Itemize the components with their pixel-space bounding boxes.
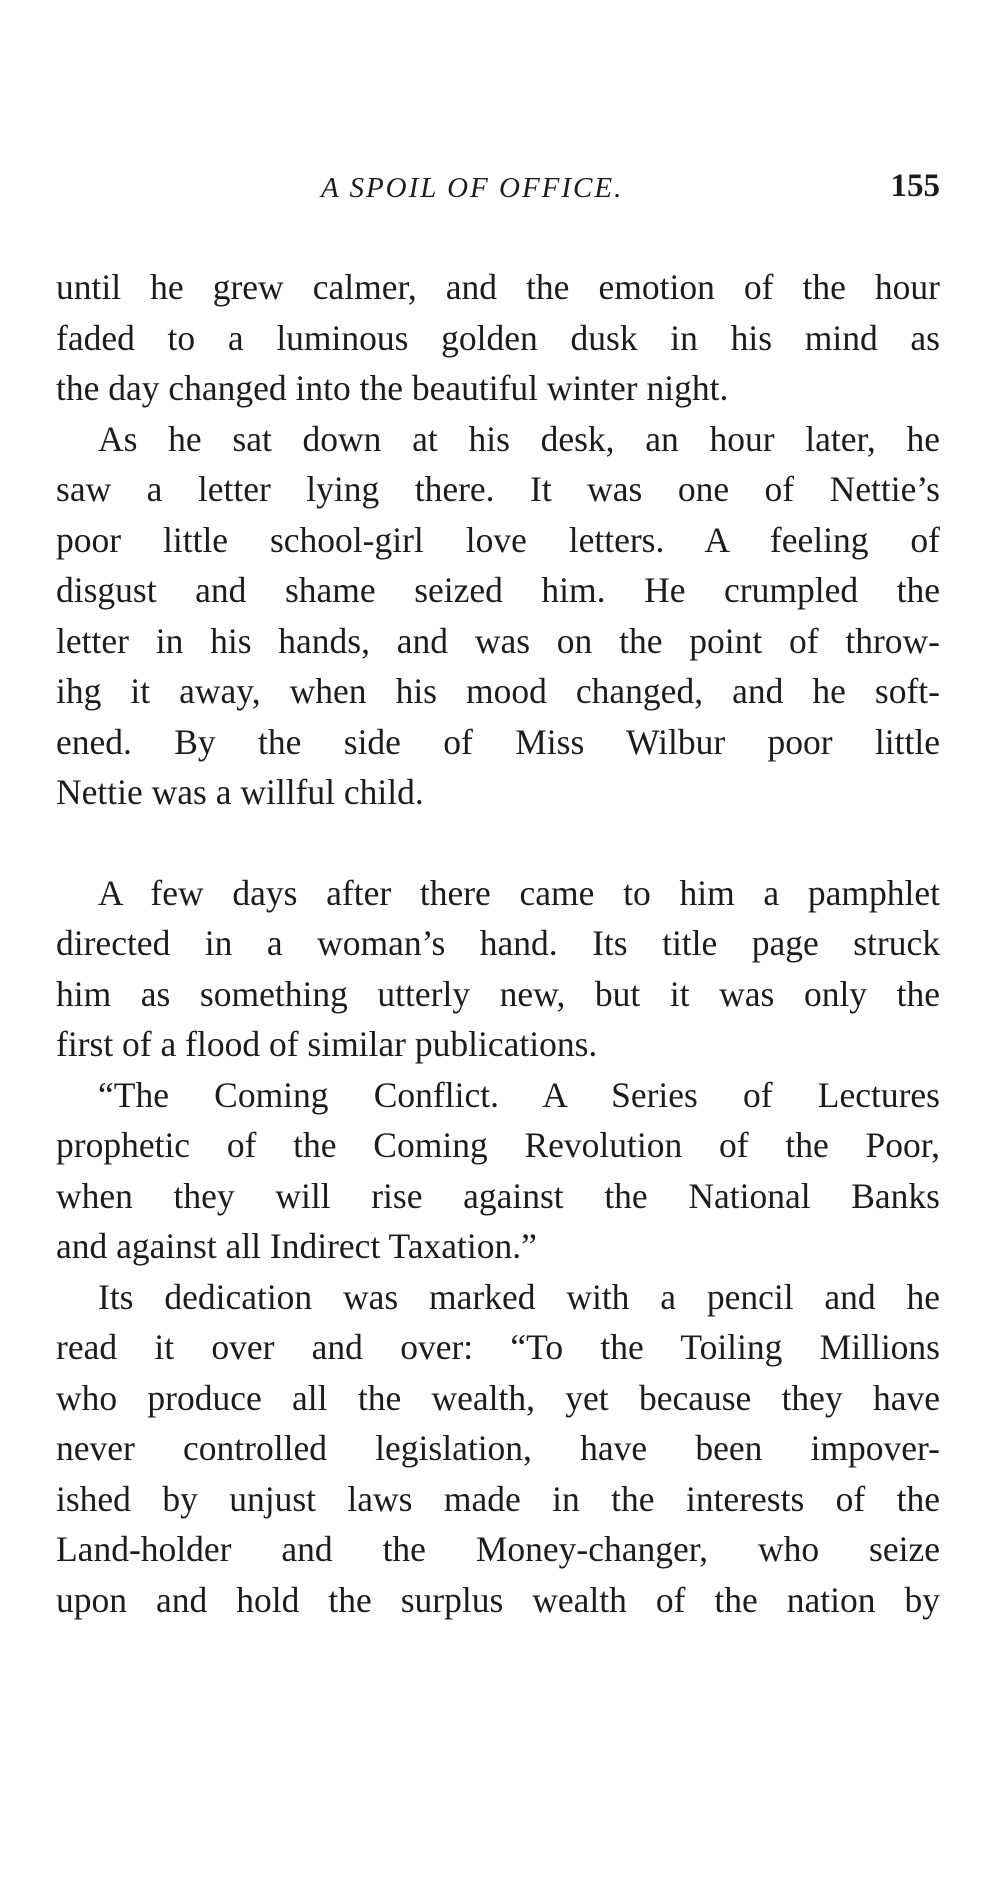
text-line: As he sat down at his desk, an hour later, he <box>98 418 940 459</box>
paragraph <box>56 414 940 818</box>
text-line: A few days after there came to him a pamphlet <box>98 872 940 913</box>
text-line: ened. By the side of Miss Wilbur poor little <box>56 721 940 762</box>
text-line: faded to a luminous golden dusk in his mind as <box>56 317 940 358</box>
text-line: and against all Indirect Taxation.” <box>56 1226 537 1266</box>
book-page <box>56 0 940 1886</box>
text-line: who produce all the wealth, yet because they have <box>56 1377 940 1418</box>
text-line: directed in a woman’s hand. Its title page struck <box>56 923 940 963</box>
text-line: never controlled legislation, have been impover- <box>56 1428 940 1468</box>
text-line: ihg it away, when his mood changed, and he soft- <box>56 671 940 711</box>
text-line: the day changed into the beautiful winter night. <box>56 368 729 408</box>
text-line: Land-holder and the Money-changer, who seize <box>56 1529 940 1569</box>
text-line: ished by unjust laws made in the interests of the <box>56 1478 940 1519</box>
text-line: until he grew calmer, and the emotion of the hour <box>56 267 940 307</box>
page-number: 155 <box>890 168 940 204</box>
running-title: A SPOIL OF OFFICE. <box>321 172 624 204</box>
text-line: “The Coming Conflict. A Series of Lectures <box>98 1074 940 1115</box>
section-break <box>56 818 940 868</box>
text-line: read it over and over: “To the Toiling Millions <box>56 1327 940 1367</box>
text-line: him as something utterly new, but it was only the <box>56 973 940 1014</box>
text-line: poor little school-girl love letters. A feeling of <box>56 519 940 560</box>
text-line: saw a letter lying there. It was one of Nettie’s <box>56 469 940 509</box>
body-text <box>56 262 940 1625</box>
paragraph <box>56 262 940 414</box>
text-line: prophetic of the Coming Revolution of the Poor, <box>56 1125 940 1165</box>
paragraph <box>56 868 940 1070</box>
text-line: first of a flood of similar publications. <box>56 1024 598 1064</box>
text-line: letter in his hands, and was on the point of throw- <box>56 620 940 661</box>
text-line: disgust and shame seized him. He crumpled the <box>56 570 940 610</box>
running-head <box>56 168 940 212</box>
text-line: upon and hold the surplus wealth of the nation by <box>56 1579 940 1620</box>
paragraph <box>56 1070 940 1272</box>
text-line: Its dedication was marked with a pencil and he <box>98 1276 940 1317</box>
text-line: Nettie was a willful child. <box>56 772 424 812</box>
text-line: when they will rise against the National Banks <box>56 1175 940 1216</box>
paragraph <box>56 1272 940 1626</box>
